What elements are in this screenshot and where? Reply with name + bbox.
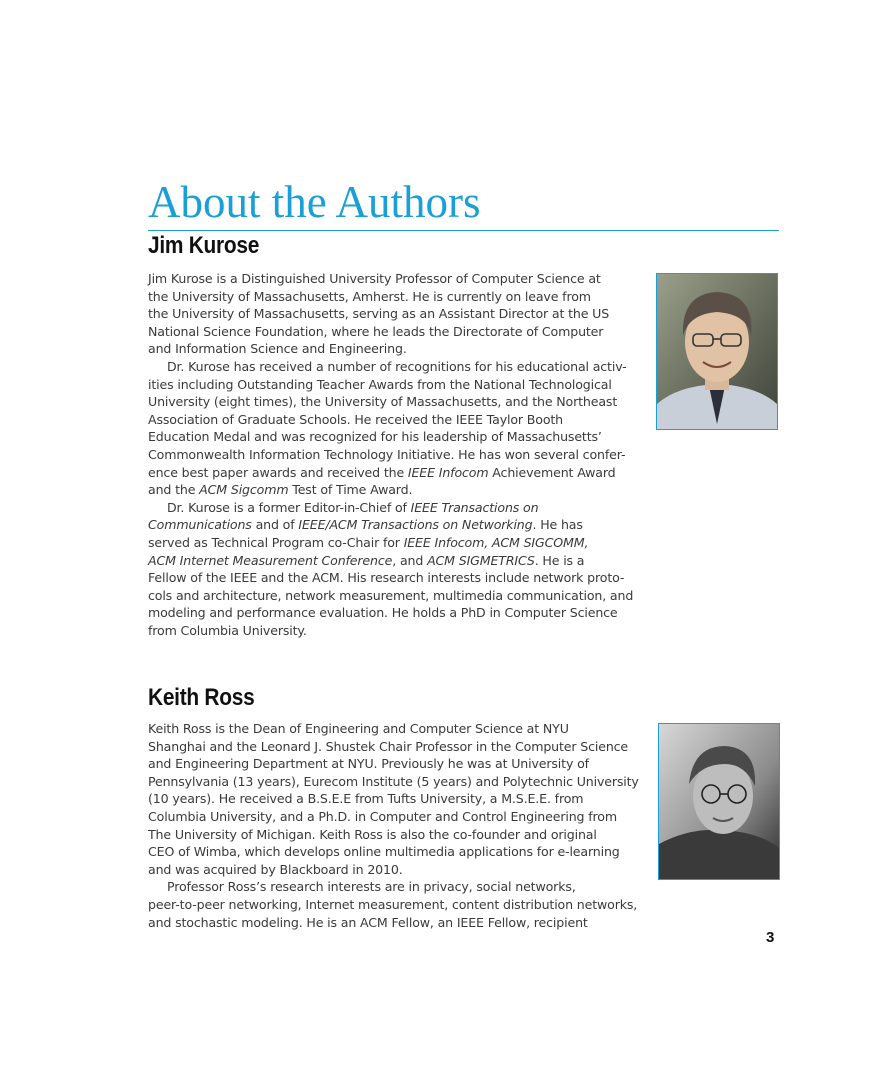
- bio-line: [148, 499, 668, 517]
- bio-line: [148, 622, 668, 640]
- bio-text: (10 years). He received a B.S.E.E from Tufts University, a M.S.E.E. from: [148, 791, 584, 807]
- bio-text: Association of Graduate Schools. He received the IEEE Taylor Booth: [148, 411, 563, 427]
- bio-text: ence best paper awards and received the: [148, 464, 408, 480]
- bio-text: cols and architecture, network measurement, multimedia communication, and: [148, 587, 634, 603]
- bio-line: [148, 569, 668, 587]
- page-number: 3: [766, 929, 775, 946]
- bio-text: National Science Foundation, where he leads the Directorate of Computer: [148, 323, 604, 339]
- author-name-keith-ross: Keith Ross: [148, 684, 255, 711]
- bio-line: [148, 481, 668, 499]
- bio-italic-text: IEEE Infocom: [407, 464, 489, 480]
- bio-line: [148, 878, 668, 896]
- bio-line: [148, 270, 668, 288]
- bio-italic-text: ACM SIGMETRICS: [427, 552, 535, 568]
- bio-line: [148, 428, 668, 446]
- author-name-jim-kurose: Jim Kurose: [148, 232, 260, 259]
- bio-text: . He has: [532, 517, 583, 533]
- bio-text: , and: [392, 552, 428, 568]
- portrait-photo-keith-ross: [658, 723, 780, 880]
- bio-text: ities including Outstanding Teacher Awards from the National Technological: [148, 376, 612, 392]
- bio-text: Test of Time Award.: [288, 482, 413, 498]
- bio-text: the University of Massachusetts, serving as an Assistant Director at the US: [148, 306, 610, 322]
- bio-text: . He is a: [534, 552, 585, 568]
- bio-text: CEO of Wimba, which develops online multimedia applications for e-learning: [148, 844, 620, 860]
- bio-line: [148, 861, 668, 879]
- bio-italic-text: Communications: [148, 517, 252, 533]
- bio-text: served as Technical Program co-Chair for: [148, 534, 404, 550]
- bio-line: [148, 896, 668, 914]
- author-bio-keith-ross: [148, 720, 668, 931]
- bio-text: Pennsylvania (13 years), Eurecom Institute (5 years) and Polytechnic University: [148, 773, 639, 789]
- bio-line: [148, 323, 668, 341]
- bio-line: [148, 808, 668, 826]
- bio-text: and of: [251, 517, 299, 533]
- bio-italic-text: ACM Sigcomm: [199, 482, 289, 498]
- portrait-image: [657, 274, 777, 429]
- bio-line: [148, 604, 668, 622]
- bio-line: [148, 552, 668, 570]
- bio-text: and the: [148, 482, 200, 498]
- bio-line: [148, 446, 668, 464]
- portrait-image: [659, 724, 779, 879]
- bio-text: Dr. Kurose has received a number of recognitions for his educational activ-: [167, 358, 627, 374]
- bio-text: and was acquired by Blackboard in 2010.: [148, 861, 403, 877]
- author-bio-jim-kurose: [148, 270, 668, 639]
- bio-text: Achievement Award: [488, 464, 616, 480]
- bio-italic-text: IEEE Infocom, ACM SIGCOMM,: [403, 534, 589, 550]
- bio-line: [148, 534, 668, 552]
- bio-text: Jim Kurose is a Distinguished University Professor of Computer Science at: [148, 271, 601, 286]
- bio-text: Professor Ross’s research interests are in privacy, social networks,: [167, 879, 576, 895]
- bio-line: [148, 755, 668, 773]
- bio-line: [148, 393, 668, 411]
- bio-italic-text: IEEE Transactions on: [410, 499, 539, 515]
- bio-text: the University of Massachusetts, Amherst. He is currently on leave from: [148, 288, 591, 304]
- bio-text: University (eight times), the University of Massachusetts, and the Northeast: [148, 394, 618, 410]
- bio-line: [148, 720, 668, 738]
- bio-text: and stochastic modeling. He is an ACM Fellow, an IEEE Fellow, recipient: [148, 914, 588, 930]
- bio-line: [148, 738, 668, 756]
- bio-text: from Columbia University.: [148, 622, 307, 638]
- bio-text: modeling and performance evaluation. He holds a PhD in Computer Science: [148, 605, 618, 621]
- bio-italic-text: IEEE/ACM Transactions on Networking: [298, 517, 533, 533]
- bio-italic-text: ACM Internet Measurement Conference: [148, 552, 393, 568]
- bio-text: Dr. Kurose is a former Editor-in-Chief of: [167, 499, 411, 515]
- bio-line: [148, 843, 668, 861]
- bio-line: [148, 340, 668, 358]
- bio-line: [148, 305, 668, 323]
- bio-line: [148, 914, 668, 932]
- bio-line: [148, 826, 668, 844]
- bio-line: [148, 411, 668, 429]
- bio-text: peer-to-peer networking, Internet measurement, content distribution networks,: [148, 896, 638, 912]
- bio-line: [148, 376, 668, 394]
- bio-text: The University of Michigan. Keith Ross is also the co-founder and original: [148, 826, 597, 842]
- portrait-photo-jim-kurose: [656, 273, 778, 430]
- bio-text: Fellow of the IEEE and the ACM. His research interests include network proto-: [148, 570, 625, 586]
- bio-line: [148, 773, 668, 791]
- bio-text: Commonwealth Information Technology Initiative. He has won several confer-: [148, 446, 626, 462]
- bio-line: [148, 288, 668, 306]
- bio-line: [148, 516, 668, 534]
- bio-line: [148, 464, 668, 482]
- bio-text: and Information Science and Engineering.: [148, 341, 407, 357]
- bio-line: [148, 790, 668, 808]
- bio-text: Keith Ross is the Dean of Engineering and Computer Science at NYU: [148, 721, 569, 736]
- bio-line: [148, 587, 668, 605]
- bio-text: Shanghai and the Leonard J. Shustek Chair Professor in the Computer Science: [148, 738, 629, 754]
- bio-text: Columbia University, and a Ph.D. in Computer and Control Engineering from: [148, 808, 617, 824]
- bio-text: and Engineering Department at NYU. Previously he was at University of: [148, 756, 589, 772]
- bio-text: Education Medal and was recognized for his leadership of Massachusetts’: [148, 429, 602, 445]
- bio-line: [148, 358, 668, 376]
- page-title: About the Authors: [148, 177, 481, 227]
